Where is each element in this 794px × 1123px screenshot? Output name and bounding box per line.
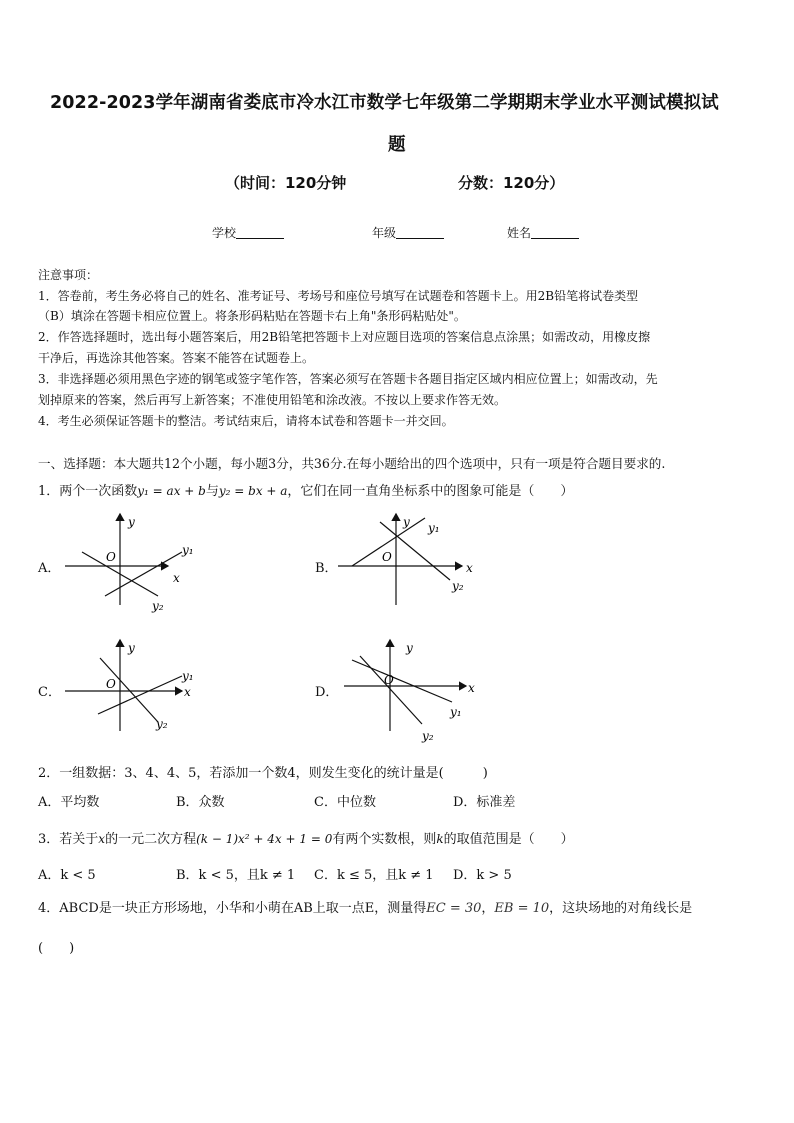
y1-label: y₁ bbox=[428, 521, 440, 535]
q3-option-b: B．k < 5，且k ≠ 1 bbox=[176, 868, 296, 883]
exam-time: （时间：120分钟 bbox=[225, 174, 347, 192]
y2-label: y₂ bbox=[422, 729, 434, 743]
graph-d bbox=[330, 636, 490, 748]
q1-prefix: 1．两个一次函数 bbox=[38, 484, 138, 499]
q1-option-a-label: A． bbox=[38, 561, 61, 576]
q3-option-c: C．k ≤ 5，且k ≠ 1 bbox=[314, 868, 434, 883]
q2-option-c: C．中位数 bbox=[314, 795, 376, 810]
q3-prefix: 3．若关于 bbox=[38, 832, 99, 847]
q1-option-b-label: B． bbox=[315, 561, 338, 576]
exam-score: 分数：120分） bbox=[458, 174, 565, 192]
q1-suffix: ，它们在同一直角坐标系中的图象可能是（ ） bbox=[287, 484, 574, 499]
q3-var-x: x bbox=[98, 832, 106, 846]
y-label: y bbox=[128, 515, 135, 529]
q3-option-d: D．k > 5 bbox=[453, 868, 512, 883]
page-title: 2022-2023学年湖南省娄底市冷水江市数学七年级第二学期期末学业水平测试模拟试 bbox=[50, 93, 719, 113]
q1-option-c-label: C． bbox=[38, 685, 61, 700]
graph-c bbox=[60, 636, 210, 746]
q4-eb: EB = 10 bbox=[494, 901, 550, 916]
question-3-stem bbox=[38, 828, 574, 847]
y2-label: y₂ bbox=[156, 717, 168, 731]
school-blank bbox=[236, 226, 284, 239]
notes-heading: 注意事项： bbox=[38, 268, 99, 282]
q4-comma: ， bbox=[481, 901, 495, 916]
grade-label: 年级 bbox=[372, 226, 397, 240]
question-1-stem bbox=[38, 480, 573, 499]
grade-blank bbox=[396, 226, 444, 239]
school-field bbox=[212, 224, 284, 241]
origin-label: O bbox=[384, 673, 394, 687]
school-label: 学校 bbox=[212, 226, 237, 240]
origin-label: O bbox=[382, 550, 392, 564]
question-2-stem: 2．一组数据：3、4、4、5，若添加一个数4，则发生变化的统计量是( ) bbox=[38, 766, 488, 781]
page-title-continued: 题 bbox=[388, 135, 406, 155]
y2-label: y₂ bbox=[452, 579, 464, 593]
origin-label: O bbox=[106, 677, 116, 691]
section-heading: 一、选择题：本大题共12个小题，每小题3分，共36分.在每小题给出的四个选项中，只有一项是符合题目要求的. bbox=[38, 456, 666, 471]
q3-var-k: k bbox=[436, 832, 444, 846]
q4-suffix: ，这块场地的对角线长是 bbox=[549, 901, 693, 916]
line-y2 bbox=[360, 656, 422, 724]
q2-option-a: A．平均数 bbox=[38, 795, 100, 810]
x-label: x bbox=[466, 561, 473, 575]
notes-line: 4．考生必须保证答题卡的整洁。考试结束后，请将本试卷和答题卡一并交回。 bbox=[38, 414, 454, 428]
q1-option-d-label: D． bbox=[315, 685, 339, 700]
q3-mid: 的一元二次方程 bbox=[105, 832, 197, 847]
name-field bbox=[507, 224, 579, 241]
x-label: x bbox=[173, 571, 180, 585]
name-blank bbox=[531, 226, 579, 239]
y-label: y bbox=[406, 641, 413, 655]
y1-label: y₁ bbox=[450, 705, 462, 719]
x-label: x bbox=[184, 685, 191, 699]
q3-mid2: 有两个实数根，则 bbox=[332, 832, 437, 847]
q1-mid: 与 bbox=[205, 484, 219, 499]
origin-label: O bbox=[106, 550, 116, 564]
notes-line: 3．非选择题必须用黑色字迹的钢笔或签字笔作答，答案必须写在答题卡各题目指定区域内相应位置上；如需改动，先 bbox=[38, 372, 658, 386]
q2-option-d: D．标准差 bbox=[453, 795, 516, 810]
notes-line: 划掉原来的答案，然后再写上新答案；不准使用铅笔和涂改液。不按以上要求作答无效。 bbox=[38, 393, 507, 407]
q3-equation: (k − 1)x² + 4x + 1 = 0 bbox=[196, 832, 333, 846]
notes-line: 干净后，再选涂其他答案。答案不能答在试题卷上。 bbox=[38, 351, 315, 365]
notes-line: （B）填涂在答题卡相应位置上。将条形码粘贴在答题卡右上角"条形码粘贴处"。 bbox=[38, 309, 466, 323]
graph-b bbox=[330, 510, 490, 620]
q3-option-a: A．k < 5 bbox=[38, 868, 96, 883]
y2-label: y₂ bbox=[152, 599, 164, 613]
y1-label: y₁ bbox=[182, 543, 194, 557]
y-label: y bbox=[403, 515, 410, 529]
line-y2 bbox=[105, 552, 182, 596]
name-label: 姓名 bbox=[507, 226, 532, 240]
q3-suffix: 的取值范围是（ ） bbox=[443, 832, 574, 847]
question-4-stem bbox=[38, 897, 692, 916]
q2-option-b: B．众数 bbox=[176, 795, 225, 810]
q1-function-2: y₂ = bx + a bbox=[218, 484, 288, 498]
grade-field bbox=[372, 224, 444, 241]
y-label: y bbox=[128, 641, 135, 655]
x-label: x bbox=[468, 681, 475, 695]
notes-line: 1．答卷前，考生务必将自己的姓名、准考证号、考场号和座位号填写在试题卷和答题卡上。用2B铅笔将试卷类型 bbox=[38, 289, 639, 303]
q4-ec: EC = 30 bbox=[426, 901, 482, 916]
q4-answer-bracket: ( ) bbox=[38, 941, 75, 956]
q4-prefix: 4．ABCD是一块正方形场地，小华和小萌在AB上取一点E，测量得 bbox=[38, 901, 427, 916]
y1-label: y₁ bbox=[182, 669, 194, 683]
q1-function-1: y₁ = ax + b bbox=[137, 484, 206, 498]
line-y1 bbox=[352, 660, 452, 702]
notes-line: 2．作答选择题时，选出每小题答案后，用2B铅笔把答题卡上对应题目选项的答案信息点涂黑；如需改动，用橡皮擦 bbox=[38, 330, 651, 344]
graph-a bbox=[60, 510, 210, 620]
